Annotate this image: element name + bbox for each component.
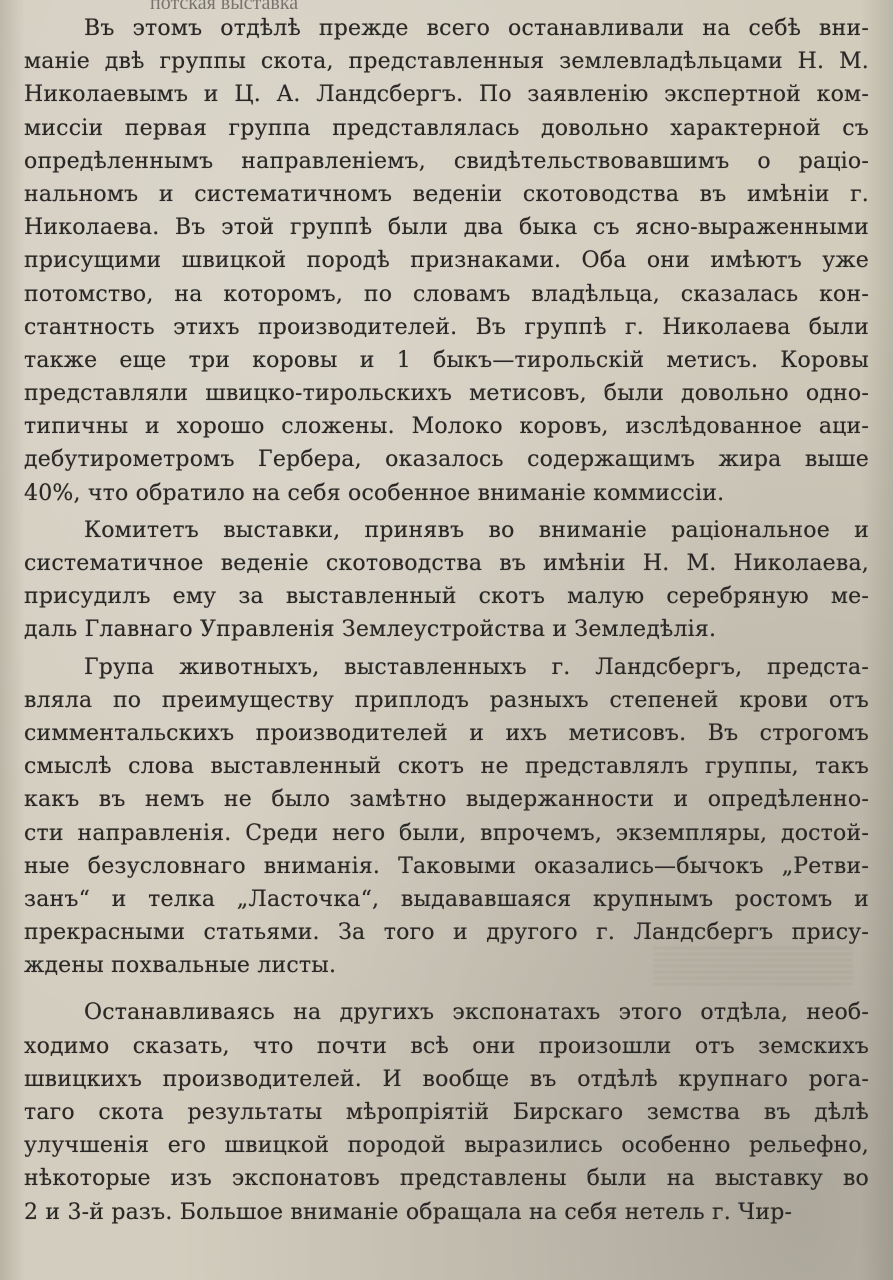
text-line: Въ этомъ отдѣлѣ прежде всего останавливали на себѣ вни-: [84, 16, 869, 41]
paragraph: [24, 514, 869, 647]
text-line: 2 и 3-й разъ. Большое вниманiе обращала на себя нетель г. Чир-: [24, 1199, 793, 1225]
running-head: потская выставка: [150, 0, 299, 14]
body-text: [24, 12, 869, 1229]
text-line: типичны и хорошо сложены. Молоко коровъ, изслѣдованное аци-: [24, 414, 869, 440]
text-line: нальномъ и систематичномъ веденiи скотоводства въ имѣнiи г.: [24, 181, 869, 207]
text-line: также еще три коровы и 1 быкъ—тирольскiй метисъ. Коровы: [24, 347, 869, 373]
paragraph: [24, 651, 869, 983]
text-line: стантность этихъ производителей. Въ группѣ г. Николаева были: [24, 314, 869, 340]
text-line: 40%, что обратило на себя особенное вниманiе коммиссiи.: [24, 480, 725, 506]
text-line: миссiи первая группа представлялась довольно характерной съ: [24, 115, 869, 141]
text-line: Комитетъ выставки, принявъ во вниманiе рацiональное и: [84, 517, 869, 543]
text-line: присущими швицкой породѣ признаками. Оба они имѣютъ уже: [24, 248, 869, 274]
text-line: какъ въ немъ не было замѣтно выдержанности и опредѣленно-: [24, 787, 869, 813]
text-line: дебутирометромъ Гербера, оказалось содержащимъ жира выше: [24, 447, 869, 473]
text-line: Останавливаясь на другихъ экспонатахъ этого отдѣла, необ-: [84, 1000, 869, 1026]
text-line: ные безусловнаго вниманiя. Таковыми оказались—бычокъ „Ретви-: [24, 853, 869, 879]
text-line: симментальскихъ производителей и ихъ метисовъ. Въ строгомъ: [24, 720, 869, 746]
text-line: Група животныхъ, выставленныхъ г. Ландсбергъ, предста-: [84, 654, 869, 680]
text-line: таго скота результаты мѣропрiятiй Бирскаго земства въ дѣлѣ: [24, 1100, 869, 1125]
text-line: опредѣленнымъ направленiемъ, свидѣтельствовавшимъ о раціо-: [24, 148, 869, 174]
paragraph: [24, 996, 869, 1228]
text-line: смыслѣ слова выставленный скотъ не представлялъ группы, такъ: [24, 754, 869, 780]
text-line: манiе двѣ группы скота, представленныя землевладѣльцами Н. М.: [24, 49, 869, 75]
text-line: потомство, на которомъ, по словамъ владѣльца, сказалась кон-: [24, 281, 869, 307]
text-line: вляла по преимуществу приплодъ разныхъ степеней крови отъ: [24, 687, 869, 713]
paragraph-gap: [24, 982, 869, 996]
text-line: Николаева. Въ этой группѣ были два быка съ ясно-выраженными: [24, 215, 869, 241]
text-line: сти направленiя. Среди него были, впрочемъ, экземпляры, достой-: [24, 820, 869, 846]
text-line: даль Главнаго Управленiя Землеустройства и Земледѣлiя.: [24, 617, 717, 643]
text-line: ждены похвальные листы.: [24, 953, 337, 979]
paragraph: [24, 12, 869, 510]
text-line: представляли швицко-тирольскихъ метисовъ, были довольно одно-: [24, 381, 869, 407]
text-line: ходимо сказать, что почти всѣ они произошли отъ земскихъ: [24, 1033, 869, 1059]
text-line: нѣкоторые изъ экспонатовъ представлены были на выставку во: [24, 1166, 869, 1192]
text-line: швицкихъ производителей. И вообще въ отдѣлѣ крупнаго рога-: [24, 1066, 869, 1092]
text-line: Николаевымъ и Ц. А. Ландсбергъ. По заявленiю экспертной ком-: [24, 82, 869, 108]
text-line: систематичное веденiе скотоводства въ имѣнiи Н. М. Николаева,: [24, 551, 869, 576]
text-line: присудилъ ему за выставленный скотъ малую серебряную ме-: [24, 584, 869, 610]
text-line: прекрасными статьями. За того и другого г. Ландсбергъ прису-: [24, 920, 869, 946]
text-line: улучшенiя его швицкой породой выразились особенно рельефно,: [24, 1133, 869, 1159]
text-line: занъ“ и телка „Ласточка“, выдававшаяся крупнымъ ростомъ и: [24, 886, 869, 912]
